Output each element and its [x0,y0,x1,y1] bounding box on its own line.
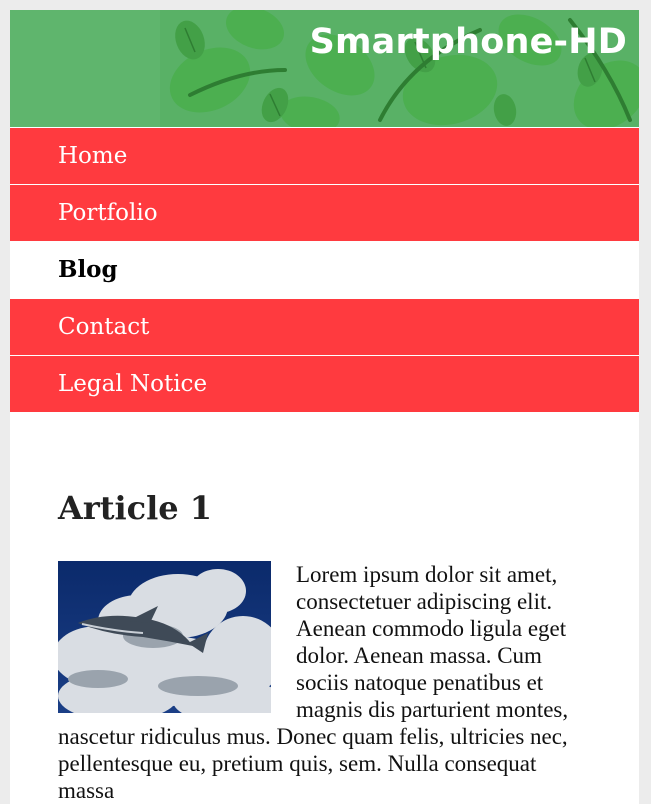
nav-item-home[interactable]: Home [10,128,639,184]
nav-item-legal-notice[interactable]: Legal Notice [10,356,639,412]
main-navigation [10,128,639,413]
nav-item-blog[interactable]: Blog [10,242,639,298]
article-text: Lorem ipsum dolor sit amet, consectetuer adipiscing elit. Aenean commodo ligula eget dolor. Aenean massa. Cum sociis natoque penatibus et magnis dis parturient montes, nascetur ridiculus mus. Donec quam felis, ultricies nec, pellentesque eu, pretium quis, sem. Nulla consequat massa [58,562,569,803]
site-title[interactable]: Smartphone-HD [309,22,627,62]
page [10,10,639,804]
article-title: Article 1 [58,489,213,527]
nav-item-contact[interactable]: Contact [10,299,639,355]
article-body [58,561,598,804]
whale-in-clouds-image [58,561,271,713]
site-header [10,10,639,127]
nav-item-portfolio[interactable]: Portfolio [10,185,639,241]
article [58,488,598,804]
